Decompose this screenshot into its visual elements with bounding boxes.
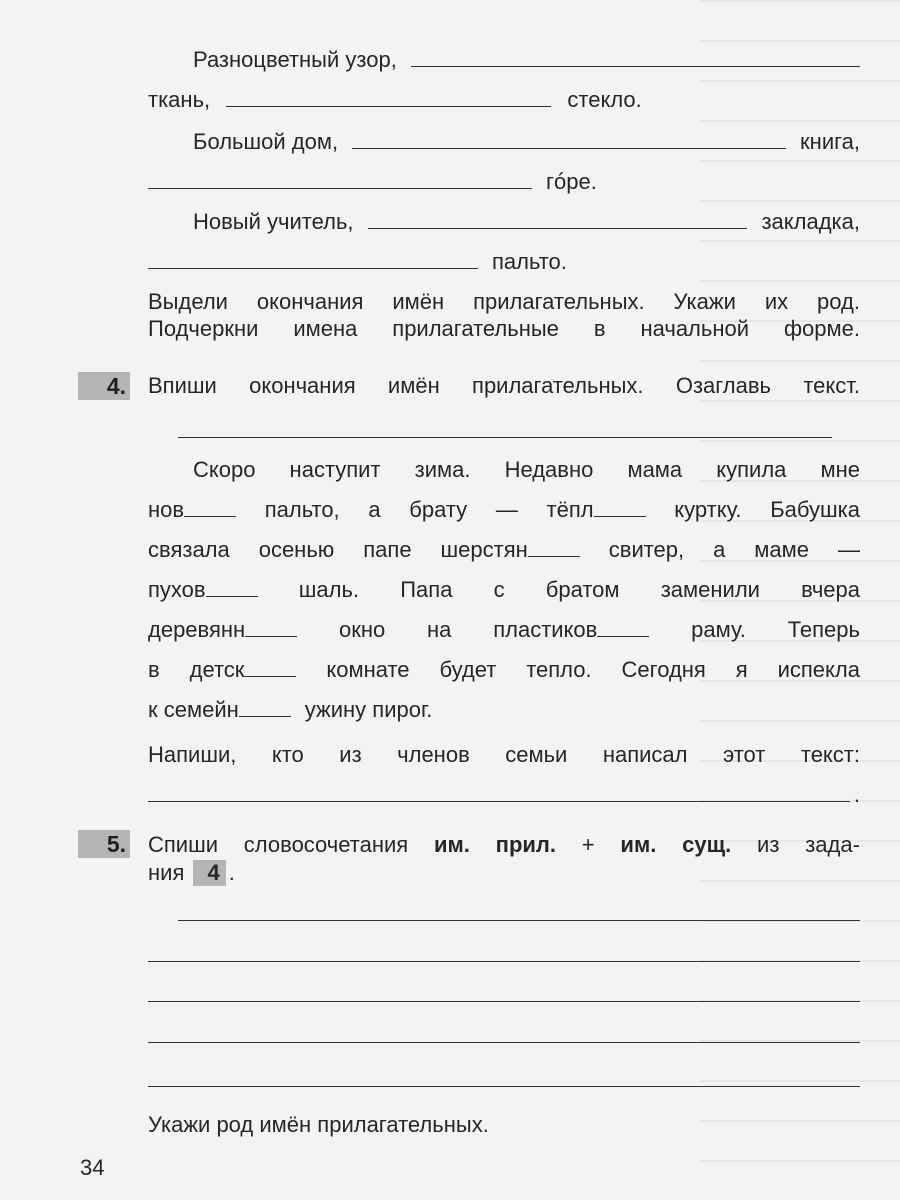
ending-blank[interactable]: [239, 698, 291, 717]
answer-blank[interactable]: [352, 130, 786, 149]
answer-blank[interactable]: [148, 170, 532, 189]
text: ткань,: [148, 87, 211, 112]
text: ужину пирог.: [304, 697, 433, 722]
ending-blank[interactable]: [597, 618, 649, 637]
text: .: [228, 860, 235, 885]
title-blank[interactable]: [178, 437, 832, 438]
exercise-reference-badge: 4: [193, 860, 225, 886]
line-1: [193, 47, 860, 73]
answer-line[interactable]: [148, 1086, 860, 1087]
text: Спиши словосочетания: [148, 832, 409, 857]
text: куртку. Бабушка: [674, 497, 860, 522]
text-line: Скоро наступит зима. Недавно мама купила мне: [193, 457, 860, 482]
text-line: [148, 657, 860, 683]
answer-line[interactable]: [148, 1001, 860, 1002]
text-line: [148, 617, 860, 643]
exercise-number-badge: 5.: [78, 830, 130, 858]
ending-blank[interactable]: [528, 538, 580, 557]
text: из зада-: [757, 832, 860, 857]
text-line: [148, 537, 860, 563]
text: гóре.: [546, 169, 597, 194]
text: к семейн: [148, 697, 239, 722]
text: Новый учитель,: [193, 209, 354, 234]
text: Разноцветный узор,: [193, 47, 397, 72]
line-2: [148, 87, 678, 113]
text: ния: [148, 860, 185, 885]
text-line: [148, 697, 860, 723]
answer-blank[interactable]: [411, 48, 860, 67]
line-6: [148, 249, 860, 275]
final-instruction: Укажи род имён прилагательных.: [148, 1112, 489, 1137]
text: раму. Теперь: [691, 617, 860, 642]
text: Большой дом,: [193, 129, 339, 154]
text: шаль. Папа с братом заменили вчера: [298, 577, 860, 602]
exercise-task: [148, 832, 860, 858]
text: +: [581, 832, 595, 857]
answer-blank[interactable]: [148, 783, 850, 802]
answer-line[interactable]: [148, 1042, 860, 1043]
answer-blank[interactable]: [226, 88, 551, 107]
ending-blank[interactable]: [594, 498, 646, 517]
text: пальто.: [492, 249, 567, 274]
ending-blank[interactable]: [184, 498, 236, 517]
ending-blank[interactable]: [244, 658, 296, 677]
exercise-task-cont: [148, 860, 860, 886]
text: связала осенью папе шерстян: [148, 537, 528, 562]
answer-line: [148, 782, 860, 808]
text: в детск: [148, 657, 245, 682]
text: .: [853, 782, 860, 807]
answer-line[interactable]: [148, 961, 860, 962]
text: деревянн: [148, 617, 246, 642]
text: нов: [148, 497, 185, 522]
line-3: [193, 129, 860, 155]
bold-term: им. прил.: [433, 832, 556, 857]
ending-blank[interactable]: [206, 578, 258, 597]
instruction: Выдели окончания имён прилагательных. Укажи их род.: [148, 289, 860, 314]
page-number: 34: [80, 1155, 105, 1180]
text-line: [148, 577, 860, 603]
text: окно на пластиков: [339, 617, 598, 642]
text: пухов: [148, 577, 206, 602]
exercise-number-badge: 4.: [78, 372, 130, 400]
bold-term: им. сущ.: [620, 832, 732, 857]
text: закладка,: [761, 209, 860, 234]
text-line: [148, 497, 860, 523]
text: комнате будет тепло. Сегодня я испекла: [326, 657, 860, 682]
answer-blank[interactable]: [368, 210, 748, 229]
line-5: [193, 209, 860, 235]
line-4: [148, 169, 860, 195]
question: Напиши, кто из членов семьи написал этот текст:: [148, 742, 860, 767]
instruction: Подчеркни имена прилагательные в начальной форме.: [148, 316, 860, 341]
ending-blank[interactable]: [245, 618, 297, 637]
exercise-task: Впиши окончания имён прилагательных. Озаглавь текст.: [148, 373, 860, 398]
text: свитер, а маме —: [608, 537, 860, 562]
answer-line[interactable]: [178, 920, 860, 921]
text: стекло.: [567, 87, 642, 112]
text: книга,: [800, 129, 860, 154]
text: пальто, а брату — тёпл: [264, 497, 594, 522]
answer-blank[interactable]: [148, 250, 478, 269]
